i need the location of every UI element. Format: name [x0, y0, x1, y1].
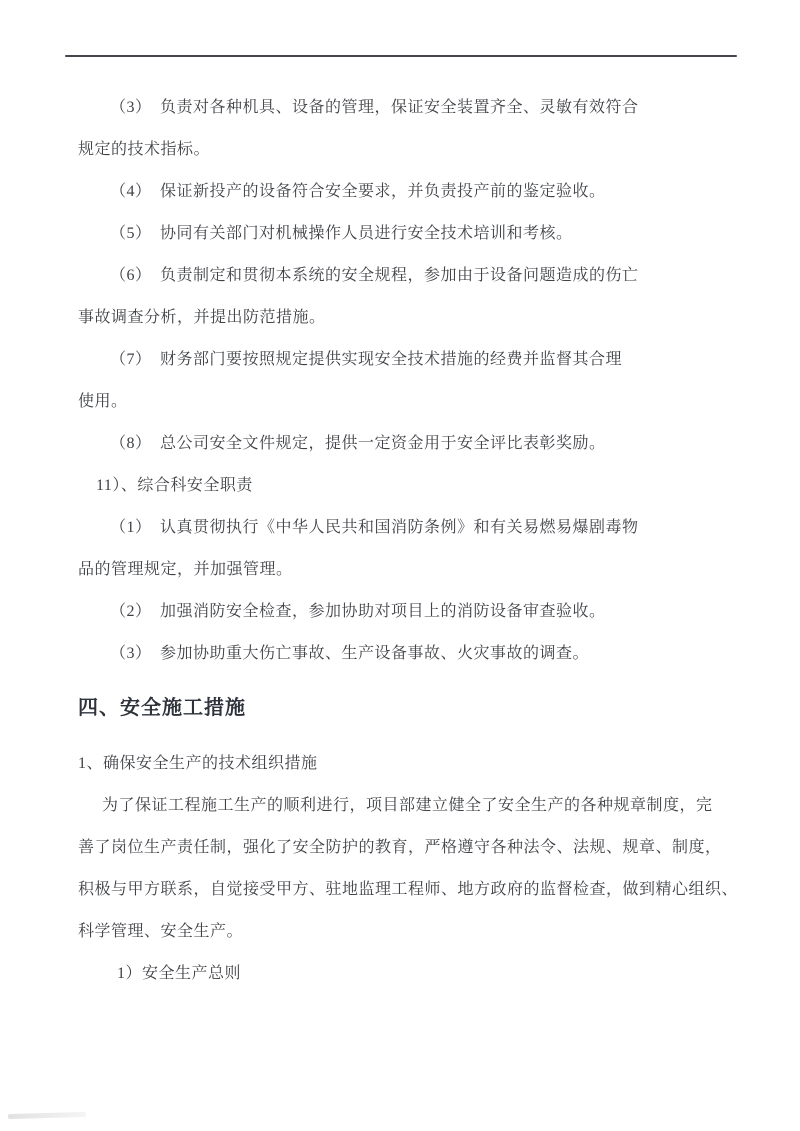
text-line: （3） 负责对各种机具、设备的管理，保证安全装置齐全、灵敏有效符合 [110, 98, 639, 116]
text-line: 使用。 [78, 392, 128, 410]
document-body [78, 84, 740, 992]
text-line: 1、确保安全生产的技术组织措施 [78, 754, 318, 772]
text-line: 1）安全生产总则 [117, 964, 242, 982]
text-line: 积极与甲方联系，自觉接受甲方、驻地监理工程师、地方政府的监督检查，做到精心组织、 [78, 880, 739, 898]
scan-artifact [8, 1112, 86, 1119]
text-line: （2） 加强消防安全检查，参加协助对项目上的消防设备审查验收。 [110, 602, 606, 620]
text-line: 规定的技术指标。 [78, 140, 211, 158]
text-line: 为了保证工程施工生产的顺利进行，项目部建立健全了安全生产的各种规章制度，完 [102, 796, 713, 814]
text-line: 事故调查分析，并提出防范措施。 [78, 308, 326, 326]
text-line: 品的管理规定，并加强管理。 [78, 560, 293, 578]
text-line: （8） 总公司安全文件规定，提供一定资金用于安全评比表彰奖励。 [110, 434, 606, 452]
text-line: （5） 协同有关部门对机械操作人员进行安全技术培训和考核。 [110, 224, 573, 242]
text-line: （6） 负责制定和贯彻本系统的安全规程，参加由于设备问题造成的伤亡 [110, 266, 639, 284]
text-line: （7） 财务部门要按照规定提供实现安全技术措施的经费并监督其合理 [110, 350, 623, 368]
section-heading: 四、安全施工措施 [78, 696, 246, 719]
text-line: （4） 保证新投产的设备符合安全要求，并负责投产前的鉴定验收。 [110, 182, 606, 200]
text-line: 11）、综合科安全职责 [96, 476, 253, 494]
text-line: （3） 参加协助重大伤亡事故、生产设备事故、火灾事故的调查。 [110, 644, 590, 662]
header-rule-divider [65, 55, 737, 57]
text-line: （1） 认真贯彻执行《中华人民共和国消防条例》和有关易燃易爆剧毒物 [110, 518, 639, 536]
text-line: 科学管理、安全生产。 [78, 922, 244, 940]
text-line: 善了岗位生产责任制，强化了安全防护的教育，严格遵守各种法令、法规、规章、制度， [78, 838, 722, 856]
